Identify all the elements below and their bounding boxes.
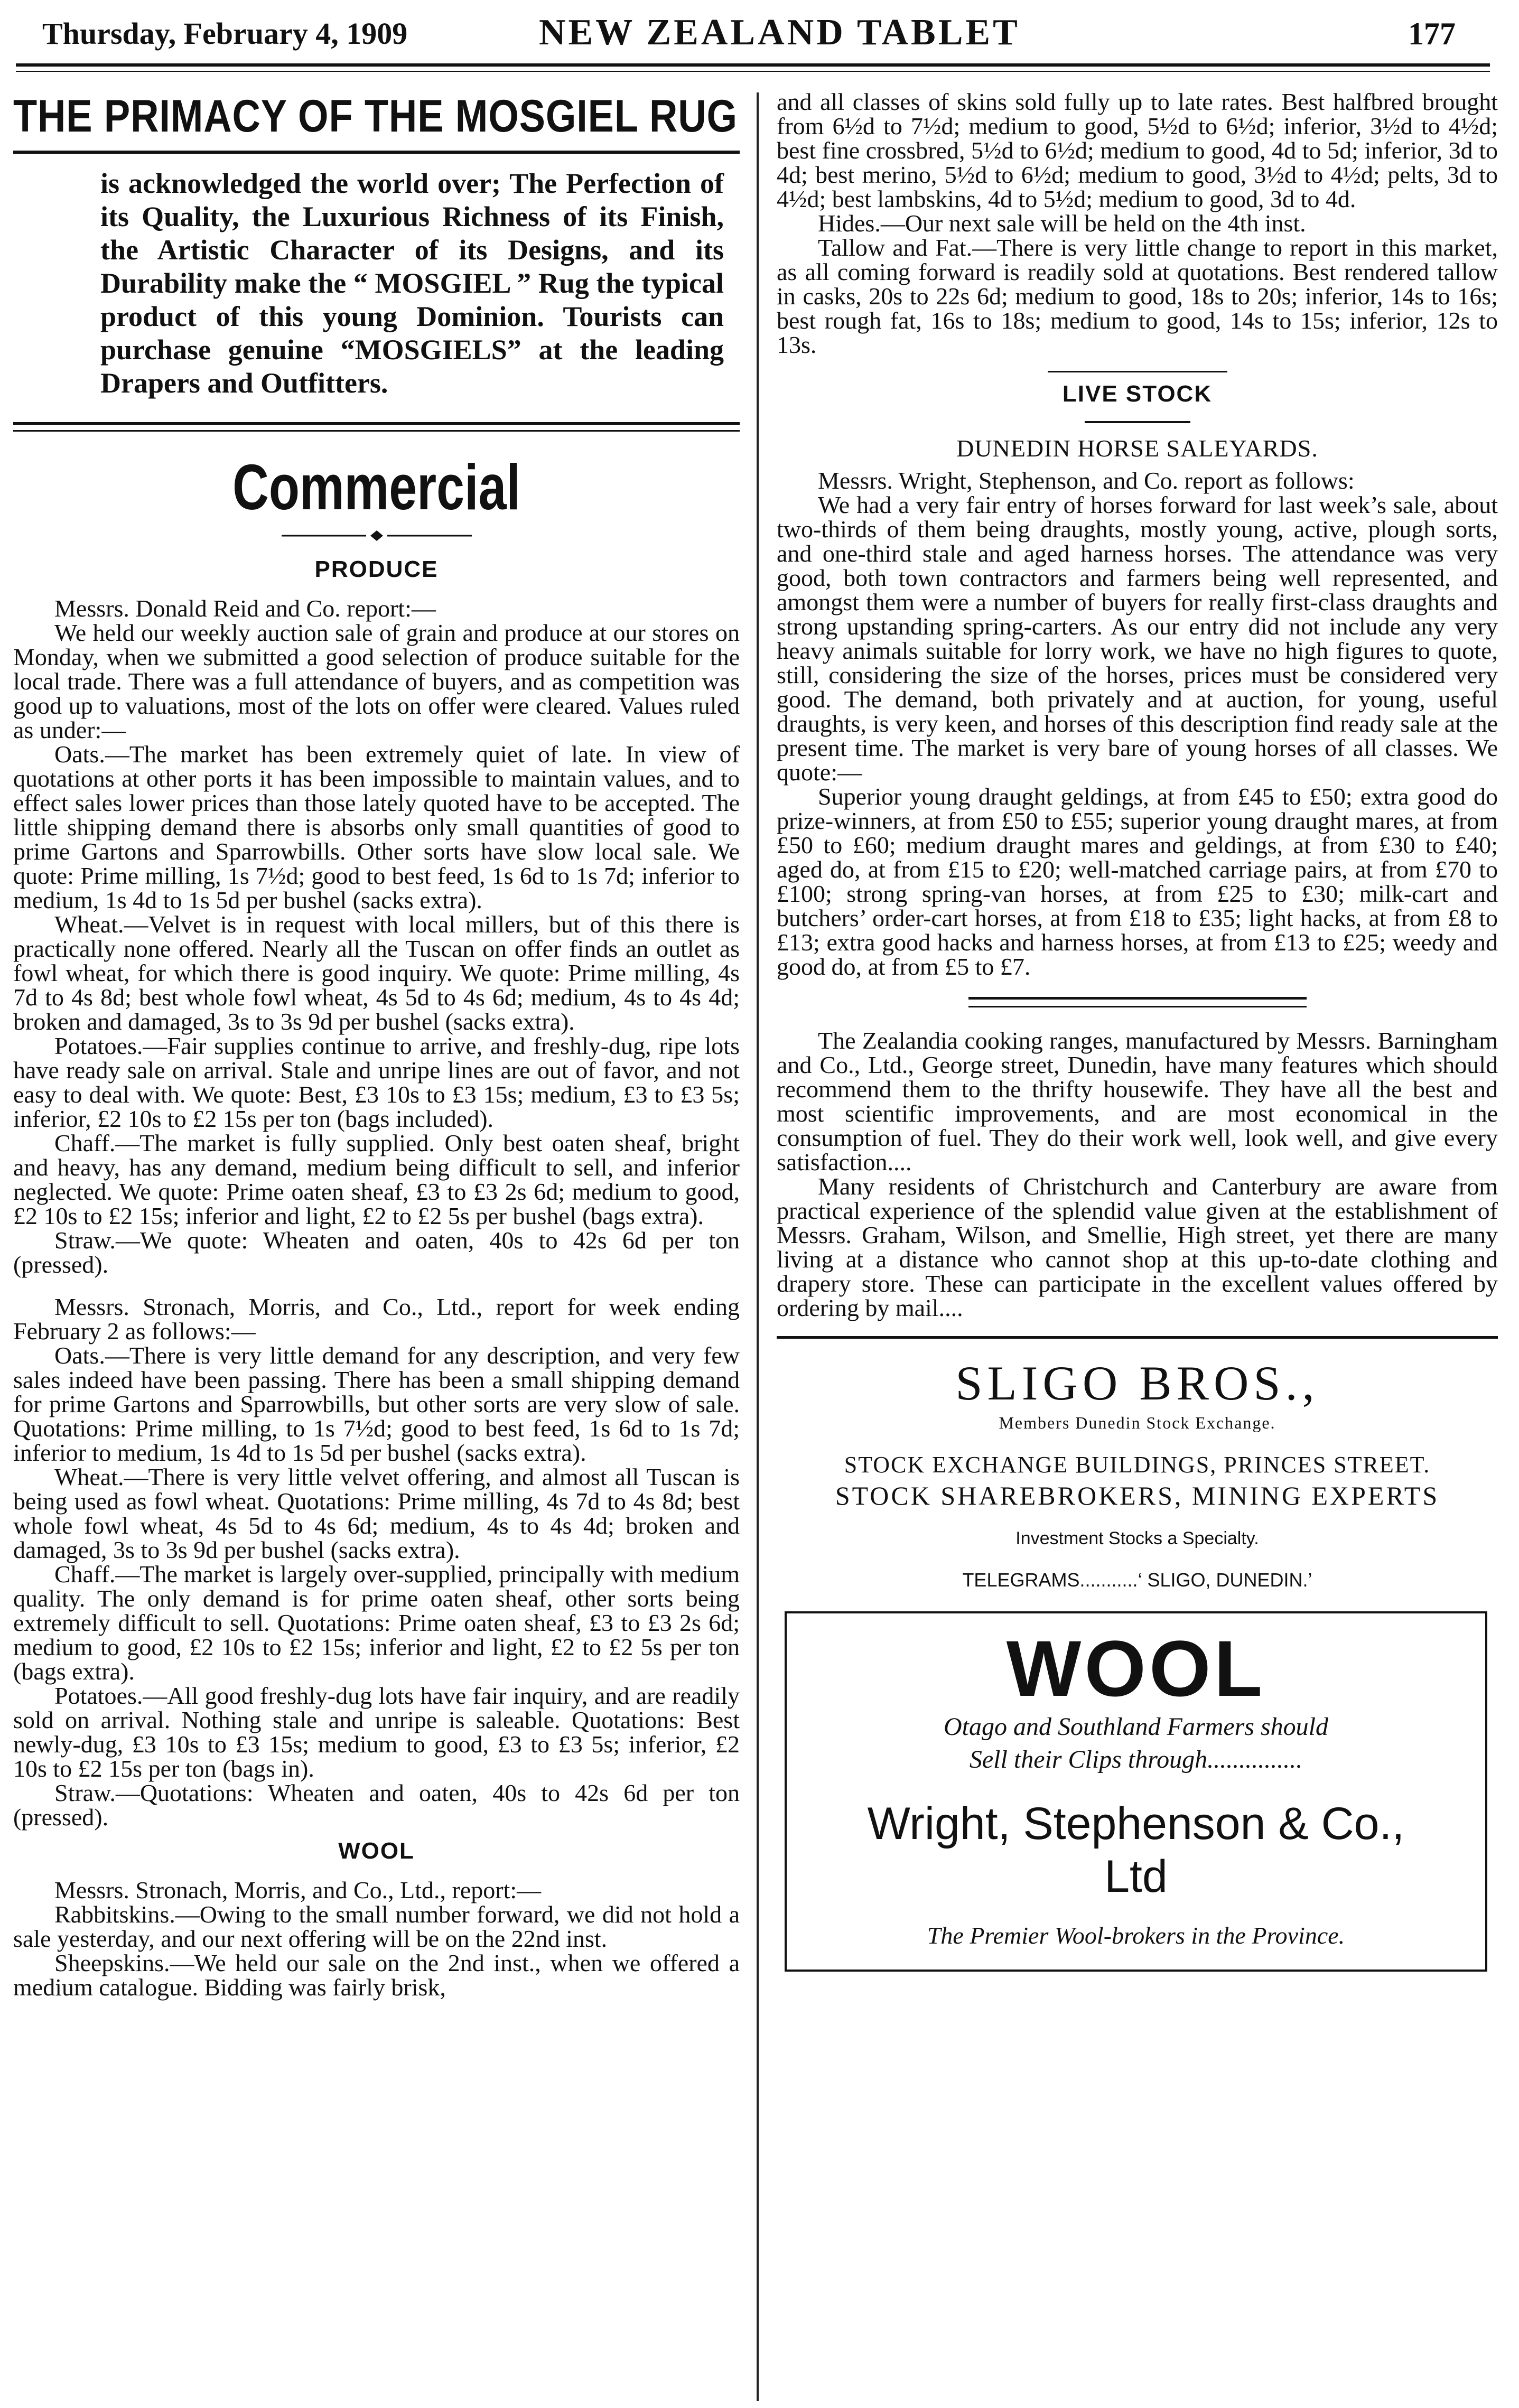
mosgiel-headline: THE PRIMACY OF THE MOSGIEL RUG <box>13 91 738 142</box>
wool-heading: WOOL <box>338 1838 415 1864</box>
stronach-intro: Messrs. Stronach, Morris, and Co., Ltd., report for week ending February 2 as follows:— <box>13 1293 740 1345</box>
sligo-subtitle: Members Dunedin Stock Exchange. <box>999 1413 1276 1432</box>
column-divider <box>757 92 759 2401</box>
reid-wheat: Wheat.—Velvet is in request with local millers, but of this there is practically none offered. Nearly all the Tuscan on offer finds an outlet as fowl wheat, for which there is good inquiry. We quote: Prime milling, 4s 7d to 4s 8d; best whole fowl wheat, 4s 5d to 4s 6d; medium, 4s to 4s 4d; broken and damaged, 3s to 3s 9d per bushel (sacks extra). <box>13 911 740 1035</box>
stronach-potatoes: Potatoes.—All good freshly-dug lots have fair inquiry, and are readily sold on arrival. Nothing stale and unripe is saleable. Quotations: Best newly-dug, £3 10s to £3 15s; medium to good, £3 to £3 5s; inferior, £2 10s to £2 15s per ton (bags in). <box>13 1682 740 1782</box>
commercial-title: Commercial <box>232 451 520 523</box>
wool-continued: and all classes of skins sold fully up to late rates. Best halfbred brought from 6½d to 7½d; medium to good, 5½d to 6½d; inferior, 3½d to 4½d; best fine crossbred, 5½d to 6½d; medium to good, 4d to 5d; inferior, 3d to 4d; best merino, 5½d to 6½d; medium to good, 3½d to 4½d; pelts, 3d to 4½d; best lambskins, 4d to 5½d; medium to good, 3d to 4d. <box>777 88 1498 212</box>
masthead-rule-thin <box>16 71 1490 72</box>
stronach-oats: Oats.—There is very little demand for any description, and very few sales indeed have been passing. There has been a small shipping demand for prime Gartons and Sparrowbills, but other sorts are very slow of sale. Quotations: Prime milling, to 1s 7½d; good to best feed, 1s 6d to 1s 7d; inferior to medium, 1s 4d to 1s 5d per bushel (sacks extra). <box>13 1342 740 1466</box>
right-column <box>777 90 1498 1972</box>
zealandia-paragraph: The Zealandia cooking ranges, manufactured by Messrs. Barningham and Co., Ltd., George street, Dunedin, have many features which should recommend them to the thrifty housewife. They have all the best and most scientific improvements, and are most economical in the consumption of fuel. They do their work well, look well, and give every satisfaction.... <box>777 1027 1498 1175</box>
sligo-services: STOCK SHAREBROKERS, MINING EXPERTS <box>835 1481 1440 1510</box>
reid-straw: Straw.—We quote: Wheaten and oaten, 40s to 42s 6d per ton (pressed). <box>13 1227 740 1278</box>
masthead-rule <box>16 63 1490 67</box>
left-column <box>13 90 740 2000</box>
wool-ad-firm-ltd: Ltd <box>1104 1851 1168 1902</box>
tallow-paragraph: Tallow and Fat.—There is very little change to report in this market, as all coming forward is readily sold at quotations. Best rendered tallow in casks, 20s to 22s 6d; medium to good, 18s to 20s; inferior, 14s to 16s; best rough fat, 16s to 18s; medium to good, 14s to 15s; inferior, 12s to 13s. <box>777 234 1498 358</box>
christchurch-paragraph: Many residents of Christchurch and Canterbury are aware from practical experience of the splendid value given at the establishment of Messrs. Graham, Wilson, and Smellie, High street, yet there are many living at a distance who cannot shop at this up-to-date clothing and drapery store. These can participate in the excellent values offered by ordering by mail.... <box>777 1173 1498 1321</box>
stronach-wheat: Wheat.—There is very little velvet offering, and almost all Tuscan is being used as fowl wheat. Quotations: Prime milling, 4s 7d to 4s 8d; best whole fowl wheat, 4s 5d to 4s 6d; medium, 4s to 4s 4d; broken and damaged, 3s to 3s 9d per bushel (sacks extra). <box>13 1463 740 1563</box>
livestock-top-rule <box>1048 371 1227 372</box>
wool-ad-footer: The Premier Wool-brokers in the Province. <box>927 1922 1345 1949</box>
saleyards-heading: DUNEDIN HORSE SALEYARDS. <box>956 435 1318 462</box>
livestock-heading: LIVE STOCK <box>1062 381 1213 407</box>
saleyards-report: We had a very fair entry of horses forward for last week’s sale, about two-thirds of them being draughts, mostly young, active, plough sorts, and one-third stale and aged harness horses. The attendance was very good, both town contractors and farmers being well represented, and amongst them were a number of buyers for really first-class draughts and strong upstanding spring-carters. As our entry did not include any very heavy animals suitable for lorry work, we have no high figures to quote, still, considering the size of the horses, prices must be considered very good. The demand, both privately and at auction, for young, useful draughts, is very keen, and horses of this description find ready sale at the present time. The market is very bare of young horses of all classes. We quote:— <box>777 491 1498 786</box>
stronach-straw: Straw.—Quotations: Wheaten and oaten, 40s to 42s 6d per ton (pressed). <box>13 1779 740 1831</box>
hides-paragraph: Hides.—Our next sale will be held on the 4th inst. <box>818 210 1306 237</box>
sligo-telegrams: TELEGRAMS...........‘ SLIGO, DUNEDIN.’ <box>962 1569 1312 1591</box>
sligo-name: SLIGO BROS., <box>955 1356 1319 1410</box>
wool-ad-tagline-1: Otago and Southland Farmers should <box>943 1713 1328 1741</box>
wool-ad-headline: WOOL <box>1006 1624 1266 1713</box>
section-rule-thin <box>13 430 740 432</box>
ornament-divider <box>282 529 472 542</box>
reid-chaff: Chaff.—The market is fully supplied. Only best oaten sheaf, bright and heavy, has any demand, medium being difficult to sell, and inferior neglected. We quote: Prime oaten sheaf, £3 to £3 2s 6d; medium to good, £2 10s to £2 15s; inferior and light, £2 to £2 5s per bushel (bags extra). <box>13 1130 740 1229</box>
saleyards-intro: Messrs. Wright, Stephenson, and Co. report as follows: <box>818 467 1355 494</box>
reid-paragraph: We held our weekly auction sale of grain and produce at our stores on Monday, when we submitted a good selection of produce suitable for the local trade. There was a full attendance of buyers, and as competition was good up to valuations, most of the lots on offer were cleared. Values ruled as under:— <box>13 619 740 743</box>
wool-ad-tagline-2: Sell their Clips through............... <box>969 1746 1303 1774</box>
separator-rule-thin <box>968 1006 1307 1007</box>
page-number: 177 <box>1408 16 1456 51</box>
mosgiel-rule <box>13 151 740 154</box>
wool-intro: Messrs. Stronach, Morris, and Co., Ltd., report:— <box>54 1877 542 1903</box>
wool-sheepskins: Sheepskins.—We held our sale on the 2nd inst., when we offered a medium catalogue. Bidding was fairly brisk, <box>13 1949 740 2001</box>
separator-rule <box>968 997 1307 1000</box>
saleyards-prices: Superior young draught geldings, at from £45 to £50; extra good do prize-winners, at from £50 to £55; superior young draught mares, at from £50 to £60; medium draught mares and geldings, at from £30 to £40; aged do, at from £15 to £20; well-matched carriage pairs, at from £70 to £100; strong spring-van horses, at from £25 to £30; milk-cart and butchers’ order-cart horses, at from £18 to £35; light hacks, at from £8 to £13; extra good hacks and harness horses, at from £13 to £25; weedy and good do, at from £5 to £7. <box>777 783 1498 980</box>
masthead <box>0 0 1519 63</box>
wool-advertisement <box>785 1611 1487 1972</box>
livestock-rule <box>1085 421 1190 423</box>
mosgiel-body: is acknowledged the world over; The Perfection of its Quality, the Luxurious Richness of its Finish, the Artistic Character of its Designs, and its Durability make the “ MOSGIEL ” Rug the typical product of this young Dominion. Tourists can purchase genuine “MOSGIELS” at the leading Drapers and Outfitters. <box>100 167 724 399</box>
section-rule <box>13 422 740 425</box>
spacer <box>13 1277 740 1295</box>
reid-oats: Oats.—The market has been extremely quiet of late. In view of quotations at other ports it has been impossible to maintain values, and to effect sales lower prices than those lately quoted have to be accepted. The little shipping demand there is absorbs only small quantities of good to prime Gartons and Sparrowbills. Other sorts have slow local sale. We quote: Prime milling, 1s 7½d; good to best feed, 1s 6d to 1s 7d; inferior to medium, 1s 4d to 1s 5d per bushel (sacks extra). <box>13 741 740 913</box>
sligo-advertisement <box>777 1336 1498 1592</box>
reid-intro: Messrs. Donald Reid and Co. report:— <box>54 595 436 622</box>
wool-rabbitskins: Rabbitskins.—Owing to the small number forward, we did not hold a sale yesterday, and our next offering will be on the 22nd inst. <box>13 1901 740 1952</box>
issue-date: Thursday, February 4, 1909 <box>42 16 408 51</box>
sligo-address: STOCK EXCHANGE BUILDINGS, PRINCES STREET. <box>844 1452 1431 1478</box>
newspaper-title: NEW ZEALAND TABLET <box>539 12 1020 53</box>
sligo-specialty: Investment Stocks a Specialty. <box>1015 1528 1259 1548</box>
stronach-chaff: Chaff.—The market is largely over-supplied, principally with medium quality. The only demand is for prime oaten sheaf, other sorts being extremely difficult to sell. Quotations: Prime oaten sheaf, £3 to £3 2s 6d; medium to good, £2 10s to £2 15s; inferior and light, £2 to £2 5s per ton (bags extra). <box>13 1561 740 1685</box>
mosgiel-advertisement <box>13 90 740 400</box>
wool-ad-firm: Wright, Stephenson & Co., <box>867 1798 1405 1849</box>
reid-potatoes: Potatoes.—Fair supplies continue to arrive, and freshly-dug, ripe lots have ready sale on arrival. Stale and unripe lines are out of favor, and not easy to deal with. We quote: Best, £3 10s to £3 15s; medium, £3 to £3 5s; inferior, £2 10s to £2 15s per ton (bags included). <box>13 1032 740 1132</box>
produce-heading: PRODUCE <box>314 556 439 582</box>
